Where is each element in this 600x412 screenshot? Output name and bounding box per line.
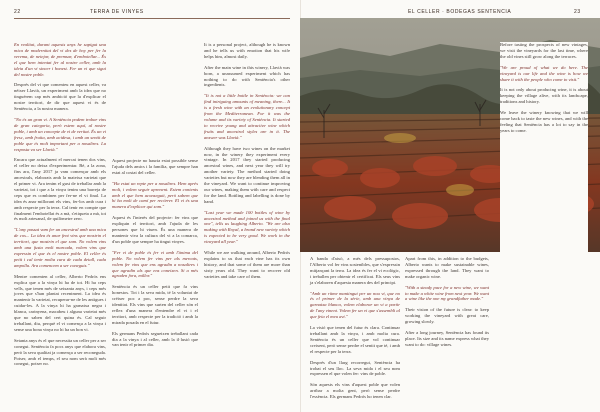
text-column-5 <box>405 256 489 406</box>
paragraph: "Ha estat un repte per a nosaltres. Hem après molt, i volem seguir aprenent. Estem contents amb el que hem aconseguit, però sabem que hi ha molt de camí per recórrer. El vi és una manera d'explicar qui som." <box>112 180 198 210</box>
paragraph: En realitat, durant aquests anys he sapigut una mica de modernitat del vi des de hoy per fer la verema, de netejar, de premsar, d'embotellar... És el que hem intentat fer al nostre celler, amb la ideia d'un vi sincer i honest. Fer un vi que sigui del nostre poble. <box>14 42 106 77</box>
paragraph: Són aquests els vins d'aquest poble que volen arribar a molta gent, però sense perdre l'essència. Els germans Pedrós ho tenen clar. <box>310 382 400 400</box>
paragraph: It is a personal project, although he is known and he tells us with emotion that his wife helps him, almost daily. <box>204 42 290 59</box>
paragraph: Aquest projecte no hauria estat possible sense l'ajuda dels amics i la família, que sempre han estat al costat del celler. <box>112 158 198 175</box>
paragraph: Els germans Pedrós segueixen treballant cada dia a la vinya i al celler, amb la il·lusió que van tenir el primer dia. <box>112 330 198 348</box>
text-column-6 <box>500 42 588 406</box>
paragraph: "No és un gran vi. A Sentència podem trobar vins de gran categoria, però estem aquí, al nostre poble, i amb un concepte de vi de veritat. És un vi fresc, amb fruita, amb acidesa, i amb un sentit de poble que és molt important per a nosaltres. La resposta va ser Llavià." <box>14 116 106 152</box>
paragraph: Mentre comenten al celler, Alberto Pedrós ens explica que a la vinya hi ha de tot. Hi ha ceps vells, que tenen més de seixanta anys, i ceps més joves que s'han plantat recentment. La idea és mantenir la varietat, recuperar-ne de les antigues i cuidar-les. A la vinya hi ha garnatxa negra i blanca, carinyena, macabeu i alguna varietat més que no saben del cert quina és. Cal seguir treballant, diu, perquè el vi comença a la vinya i sense una bona vinya no hi ha un bon vi. <box>14 273 106 332</box>
paragraph: "Last year we made 100 bottles of wine by ancestral method and joined us with the final one", tells us laughing Alberto. "We are also making with Royal, a brand new variety which is expected to be very good. We work in the vineyard all year." <box>204 209 290 245</box>
right-page-number: 23 <box>574 9 581 15</box>
paragraph: After the main wine in this winery, Llavià was born, a unassumed experiment which has nothing to do with Sentència's other ingredients. <box>204 64 290 88</box>
paragraph: We leave the winery knowing that we will come back to taste the new wines, and with the feeling that Sentència has a lot to say in the years to come. <box>500 110 588 133</box>
paragraph: "Amb un ritme mantingut per un nou vi, que no és el primer de la sèrie, amb una vinya de garnatxa blanca, volem elaborar un vi a partir de l'any vinent. Volem fer un vi que s'assembli al que feia el meu avi." <box>310 290 400 320</box>
paragraph: La visió que tenen del futur és clara. Continuar treballant amb la vinya, i amb molta cura. Sentència és un celler que vol continuar creixent, però sense perdre el sentit que té, i amb el respecte per la terra. <box>310 325 400 354</box>
paragraph: "Fer vi de poble és fer vi amb l'ànima del poble. No volem fer vins per als mercats, volem fer vins que ens agradin a nosaltres i que agradin als que ens coneixen. Si a més agraden fora, millor." <box>112 249 198 279</box>
paragraph: Encara que actualment el mercat tenen dos vins, el celler no deixa d'experimentar. Bé, a la zona, fins ara, l'any 2017 ja vam començar amb els ancestrals, elaborats amb la mateixa varietat que el primer vi. Ara tenim el gust de treballar amb la varietat, tot i que a la vinya tenim una barreja de ceps que es combinen per fer-ne el vi final. La idea és anar millorant els vins, fer-los amb cura i amb respecte per la terra. Cal tenir en compte que finalment l'embotellat és a mà, s'etiqueta a mà, tot és molt artesanal, de quilòmetre zero. <box>14 157 106 222</box>
text-column-4 <box>310 256 400 406</box>
paragraph: "It is not a little bottle in Sentència: we can find intriguing amounts of meaning, there... It is a fresh wine with an evolutionary concept from the Mediterranean. For it was the volume and its variety of Sentència. It started to receive young and attractive wine which fruits and ancestral styles are in it. The answer was Llavià." <box>204 93 290 140</box>
paragraph: Their vision of the future is clear: to keep working the vineyard with great care, growing slowly. <box>405 307 489 325</box>
paragraph: Sentència és un celler petit que fa vins honestos. Tot i la seva mida, té la voluntat de créixer poc a poc, sense perdre la seva identitat. Els vins que surten del celler són el reflex d'una manera d'entendre el vi i el territori, amb respecte per la tradició i amb la mirada posada en el futur. <box>112 284 198 325</box>
paragraph: While we are walking around, Alberto Pedrós explains to us that each vine has its own history, and that some of them are more than sixty years old. They want to recover old varieties and take care of them. <box>204 250 290 279</box>
paragraph: "L'any passat vam fer un ancestral amb una mica de cos... La idea és anar fent vins que mostrin el territori, que mostrin el que som. No volem vins amb una fusta molt marcada, volem vins que expressin el que és el nostre poble. El celler és petit i cal tenir molta cura de cada detall, cada ampolla. Ara comencem a ser coneguts." <box>14 227 106 268</box>
paragraph: Després d'un llarg recorregut, Sentència ha trobat el seu lloc. La seva mida i el seu nom expressen el que volen fer: vins de poble. <box>310 359 400 377</box>
paragraph: After a long journey, Sentència has found its place. Its size and its name express what they want to do: village wines. <box>405 330 489 347</box>
paragraph: Before tasting the prospects of new vintages, we visit the vineyards for the last time, where the old vines still grow along the terraces. <box>500 42 588 59</box>
paragraph: Although they have two wines on the market now, in the winery they experiment every vintage. In 2017 they started producing ancestral wines, and next year they will try another variety. The method started doing varieties but now they are blending them all in the vineyard. We want to continue improving our wines, making them with care and respect for the land. Bottling and labelling is done by hand. <box>204 145 290 204</box>
left-header-rule <box>14 18 290 19</box>
text-column-2 <box>112 158 198 404</box>
paragraph: Aquest és l'interès del projecte: fer vins que expliquin el territori, amb l'ajuda de les persones que hi viuen. És una manera de mantenir viva la cultura del vi a la comarca, d'un poble que sempre ha tingut vinyes. <box>112 215 198 244</box>
paragraph: A banda d'això, a més dels pressupostos, l'Alberto vol fer vins sostenibles, que s'expressin mitjançant la terra. La idea és fer el vi ecològic, i treballen per obtenir el certificat. Els seus vins ja s'elaboren d'aquesta manera des del principi. <box>310 256 400 285</box>
text-column-3 <box>204 42 290 404</box>
paragraph: Després del vi que comenteu en aquest celler, va néixer Llavià, un experiment amb la idea que no tinguérem cap més ambició que la d'explicar el nostre territori, de dir que aquest vi és de Sentència, a la nostra manera. <box>14 82 106 112</box>
paragraph: "We are proud of what we do here. The vineyard is our life and the wine is how we share it with the people who come to visit." <box>500 64 588 82</box>
text-column-1 <box>14 42 106 404</box>
left-running-title: TERRA DE VINYES <box>90 9 144 15</box>
left-page-number: 22 <box>14 9 21 15</box>
paragraph: "With a steady pace for a new wine, we want to make a white wine from next year. We want a wine like the one my grandfather made." <box>405 284 489 302</box>
paragraph: Setanta anys és el que necessita un celler per a ser conegut. Sentència fa pocs anys que elabora vins, però la seva qualitat ja comença a ser reconeguda. Potser, amb el temps, el seu nom serà molt més conegut, potser no. <box>14 337 106 367</box>
right-running-title: EL CELLER · BODEGAS SENTENCIA <box>408 9 512 15</box>
paragraph: Apart from this, in addition to the budgets, Alberto wants to make sustainable wines, expressed through the land. They want to make organic wine. <box>405 256 489 279</box>
paragraph: It is not only about producing wine, it is about keeping the village alive, with its landscape, traditions and history. <box>500 87 588 105</box>
